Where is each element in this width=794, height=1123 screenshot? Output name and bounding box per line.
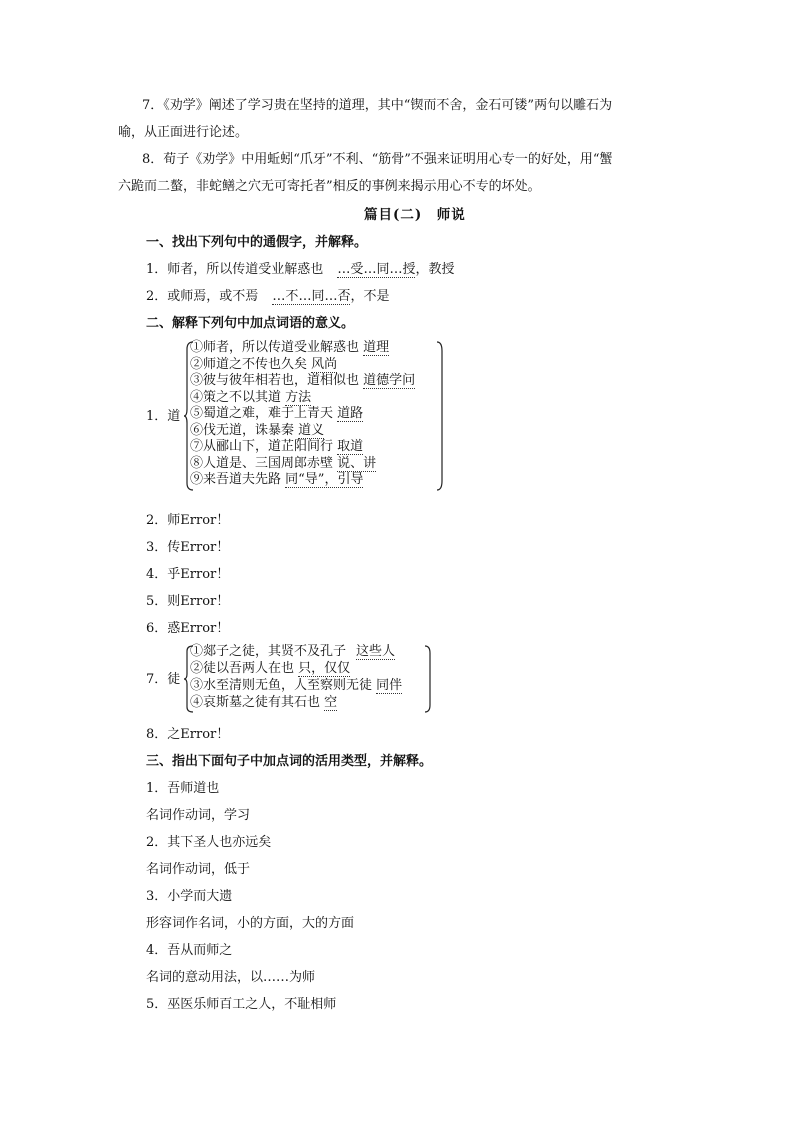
g7-item-meaning: 只，仅仅 [298,661,351,676]
error-line-6: 6．惑Error！ [146,621,230,636]
g1-item-meaning: 道德学问 [363,373,416,388]
g7-item-3 [190,678,402,694]
para7-line1: 7．《劝学》阐述了学习贵在坚持的道理，其中“锲而不舍，金石可镂”两句以雕石为 [142,98,613,113]
g1-label: 1．道 [146,409,181,424]
g1-list [190,340,450,492]
q2-text: 2．或师焉，或不焉 [146,289,259,304]
g1-item-meaning: 道理 [363,340,390,355]
g1-item-meaning: 道义 [298,422,325,438]
g1-item-9 [190,472,363,488]
g1-item-text: ③彼与彼年相若也，道相似也 [190,373,360,388]
g7-item-meaning: 空 [324,695,338,710]
g7-item-text: ③水至清则无鱼，人至察则无徒 [190,678,373,693]
q2-same: 同 [311,289,325,304]
g1-item-text: ⑥伐无道，诛暴秦 [190,422,295,438]
g7-item-4 [190,695,337,711]
q1-same: 同 [376,262,390,277]
g1-item-8 [190,456,376,472]
g1-item-text: ①师者，所以传道受业解惑也 [190,340,360,355]
error-line-2: 2．师Error！ [146,513,230,528]
error-line-8: 8．之Error！ [146,727,230,742]
g1-item-meaning: 同“导”，引导 [285,472,364,487]
g7-item-1 [190,644,395,660]
g1-item-text: ⑨来吾道夫先路 [190,472,282,487]
error-line-5: 5．则Error！ [146,594,230,609]
q2-dots-a: … [272,289,286,304]
part3-a1: 名词作动词，学习 [146,808,251,823]
part3-a4: 名词的意动用法，以……为师 [146,970,316,985]
g1-item-3 [190,373,415,389]
part1-q2 [146,289,389,305]
g1-item-meaning: 取道 [337,439,364,454]
error-line-4: 4．乎Error！ [146,567,230,582]
q2-answer2: 否 [337,289,351,304]
part3-heading: 三、指出下面句子中加点词的活用类型，并解释。 [146,754,433,769]
part3-q2: 2．其下圣人也亦远矣 [146,835,272,850]
g1-item-5 [190,406,363,422]
g7-right-bracket [424,645,432,713]
g7-list [190,644,440,714]
part3-a2: 名词作动词，低于 [146,862,251,877]
part2-heading: 二、解释下列句中加点词语的意义。 [146,316,355,331]
q1-fill [337,262,415,278]
g1-item-text: ④策之不以其道 [190,389,282,405]
g1-item-meaning: 说、讲 [337,455,377,471]
g1-item-4 [190,390,311,406]
q1-dots-b: … [363,262,377,277]
para8-line2: 六跪而二螯，非蛇鳝之穴无可寄托者”相反的事例来揭示用心不专的坏处。 [118,179,541,194]
q1-dots-a: … [337,262,351,277]
para7-line2: 喻，从正面进行论述。 [118,125,249,140]
q1-text: 1．师者，所以传道受业解惑也 [146,262,324,277]
g7-item-2 [190,661,350,677]
g1-item-text: ②师道之不传也久矣 [190,356,308,372]
q1-tail: ，教授 [415,262,455,277]
g1-item-meaning: 道路 [337,406,364,421]
g1-item-text: ⑤蜀道之难，难于上青天 [190,406,334,421]
q1-answer2: 授 [402,262,416,277]
g1-right-bracket [436,341,444,491]
para8-line1: 8．荀子《劝学》中用蚯蚓“爪牙”不利、“筋骨”不强来证明用心专一的好处，用“蟹 [142,152,613,167]
g1-item-1 [190,340,389,356]
g7-item-text: ④哀斯墓之徒有其石也 [190,695,321,710]
g1-item-meaning: 方法 [285,389,312,405]
q2-dots-b: … [298,289,312,304]
g7-item-meaning: 同伴 [376,678,403,693]
g7-label: 7．徒 [146,672,181,687]
g1-item-text: ⑧人道是、三国周郎赤壁 [190,455,334,471]
part3-q3: 3．小学而大遗 [146,889,233,904]
error-line-3: 3．传Error！ [146,540,230,555]
g1-item-7 [190,439,363,455]
part3-q4: 4．吾从而师之 [146,943,233,958]
part3-a3: 形容词作名词，小的方面，大的方面 [146,916,355,931]
g1-item-6 [190,423,324,439]
q2-fill [272,289,350,305]
g1-item-text: ⑦从郦山下，道芷阳间行 [190,439,334,454]
q2-tail: ，不是 [350,289,390,304]
g1-item-2 [190,357,337,373]
q2-answer: 不 [285,289,299,304]
part1-heading: 一、找出下列句中的通假字，并解释。 [146,235,368,250]
part1-q1 [146,262,454,278]
part3-q1: 1．吾师道也 [146,781,220,796]
g7-item-meaning: 这些人 [356,644,396,659]
part3-q5: 5．巫医乐师百工之人，不耻相师 [146,997,337,1012]
section-title: 篇目(二) 师说 [364,207,466,223]
q1-answer: 受 [350,262,364,277]
g7-item-text: ①郯子之徒，其贤不及孔子 [190,644,347,659]
g1-item-meaning: 风尚 [311,356,338,372]
q2-dots-c: … [324,289,338,304]
g7-item-text: ②徒以吾两人在也 [190,661,295,676]
q1-dots-c: … [389,262,403,277]
